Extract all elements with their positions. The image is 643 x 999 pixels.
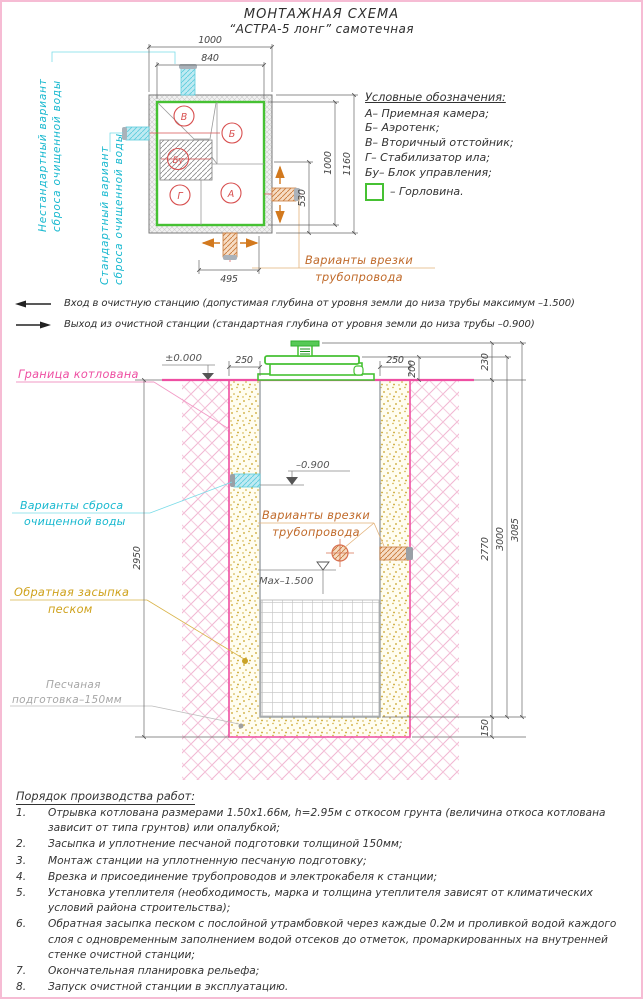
inlet-arrow-icon bbox=[14, 299, 54, 309]
dim-3000: 3000 bbox=[495, 527, 506, 551]
outlet-arrow-icon bbox=[14, 320, 54, 330]
svg-text:очищенной воды: очищенной воды bbox=[24, 515, 126, 528]
compartment-v-label: В bbox=[180, 112, 188, 123]
legend-neck-text: – Горловина. bbox=[390, 184, 464, 198]
standard-discharge-label-line1: Стандартный вариант bbox=[99, 145, 111, 285]
work-item: 8. Запуск очистной станции в эксплуатацию. bbox=[16, 981, 289, 994]
work-order-title: Порядок производства работ: bbox=[16, 790, 196, 803]
svg-text:Граница котлована: Граница котлована bbox=[18, 368, 139, 381]
level-outlet-text: –0.900 bbox=[296, 460, 330, 471]
dim-230: 230 bbox=[480, 353, 491, 371]
legend-item: Г– Стабилизатор ила; bbox=[365, 150, 490, 164]
plan-inset-label-line1: Варианты врезки bbox=[304, 254, 414, 267]
level-zero bbox=[162, 353, 215, 380]
work-item: 7. Окончательная планировка рельефа; bbox=[16, 965, 260, 978]
plan-left-outlet-pipe bbox=[126, 127, 149, 140]
plan-inset-label-line2: трубопровода bbox=[315, 271, 403, 284]
dim-250-left: 250 bbox=[235, 355, 253, 366]
dim-2950: 2950 bbox=[132, 546, 143, 570]
outlet-note bbox=[14, 319, 535, 330]
legend bbox=[365, 91, 514, 201]
dim-2770: 2770 bbox=[480, 537, 491, 561]
outlet-note-text: Выход из очистной станции (стандартная глубина от уровня земли до низа трубы –0.900) bbox=[64, 319, 535, 330]
svg-text:песком: песком bbox=[48, 603, 93, 616]
section-view bbox=[10, 341, 526, 780]
section-outlet-pipe bbox=[234, 474, 260, 487]
nonstandard-discharge-label-line2: сброса очищенной воды bbox=[51, 80, 63, 232]
dim-495: 495 bbox=[220, 274, 238, 285]
work-item: 6. Обратная засыпка песком с послойной утрамбовкой через каждые 0.2м и проливкой водой каждого слоя с одновременным заполнением водой отсеков до отметок, промаркированных на внутренней стенке очистной станции; bbox=[16, 918, 617, 961]
dim-1000-top: 1000 bbox=[198, 35, 222, 46]
level-zero-text: ±0.000 bbox=[165, 353, 203, 364]
dim-840: 840 bbox=[201, 53, 219, 64]
title-line2: “АСТРА-5 лонг” самотечная bbox=[229, 22, 414, 36]
work-item: 3. Монтаж станции на уплотненную песчаную подготовку; bbox=[16, 854, 367, 867]
work-order-list bbox=[16, 790, 630, 996]
section-inlet-pipe-cap bbox=[406, 547, 413, 560]
svg-text:подготовка–150мм: подготовка–150мм bbox=[12, 694, 122, 706]
plan-top-vent-pipe bbox=[181, 68, 195, 95]
level-max-inlet-text: Max–1.500 bbox=[259, 576, 314, 587]
work-item: 5. Установка утеплителя (необходимость, марка и толщина утеплителя зависят от климатических условий района строительства); bbox=[16, 887, 593, 915]
inlet-note-text: Вход в очистную станцию (допустимая глубина от уровня земли до низа трубы максимум –1.500) bbox=[64, 298, 575, 309]
legend-item: А– Приемная камера; bbox=[365, 106, 489, 120]
plan-bottom-pipe-cap bbox=[223, 255, 237, 260]
work-item: 4. Врезка и присоединение трубопроводов и электрокабеля к станции; bbox=[16, 870, 438, 883]
work-item: 1. Отрывка котлована размерами 1.50х1.66м, h=2.95м с откосом грунта (величина откоса котлована зависит от типа грунтов) или опалубкой; bbox=[16, 807, 606, 835]
legend-neck-item bbox=[365, 183, 514, 201]
vent-cap bbox=[291, 341, 319, 346]
svg-text:Варианты сброса: Варианты сброса bbox=[20, 499, 124, 512]
inlet-note bbox=[14, 298, 575, 309]
sand-preparation-layer bbox=[229, 717, 410, 737]
dim-250-right: 250 bbox=[386, 355, 404, 366]
tank-cover bbox=[258, 341, 374, 380]
work-item: 2. Засыпка и уплотнение песчаной подготовки толщиной 150мм; bbox=[16, 838, 403, 851]
dim-530: 530 bbox=[297, 189, 308, 207]
dim-1160: 1160 bbox=[342, 152, 353, 176]
plan-bottom-inlet-pipe bbox=[223, 233, 237, 257]
dim-200: 200 bbox=[407, 360, 418, 378]
svg-text:Обратная засыпка: Обратная засыпка bbox=[14, 586, 130, 599]
standard-discharge-label-line2: сброса очищенной воды bbox=[113, 133, 125, 285]
legend-item: В– Вторичный отстойник; bbox=[365, 136, 514, 150]
svg-text:Варианты врезки: Варианты врезки bbox=[261, 509, 371, 522]
drawing-title bbox=[2, 7, 641, 36]
section-outlet-pipe-cap bbox=[230, 474, 235, 487]
svg-text:Песчаная: Песчаная bbox=[46, 679, 101, 691]
title-line1: МОНТАЖНАЯ СХЕМА bbox=[243, 7, 400, 22]
dim-150: 150 bbox=[480, 719, 491, 737]
tank-lower-grid bbox=[261, 600, 379, 716]
compartment-a-label: А bbox=[227, 189, 235, 200]
nonstandard-discharge-label-line1: Нестандартный вариант bbox=[37, 78, 49, 232]
compartment-b-label: Б bbox=[228, 129, 236, 140]
plan-right-inlet-pipe bbox=[272, 188, 296, 201]
dim-1000-right: 1000 bbox=[323, 151, 334, 175]
neck-symbol-icon bbox=[365, 183, 384, 201]
legend-item: Бу– Блок управления; bbox=[365, 165, 492, 179]
dim-3085: 3085 bbox=[510, 518, 521, 542]
svg-text:трубопровода: трубопровода bbox=[272, 526, 360, 539]
compartment-bu-label: Бу bbox=[172, 156, 184, 166]
compartment-g-label: Г bbox=[177, 191, 183, 202]
section-inlet-pipe bbox=[380, 547, 408, 560]
legend-title: Условные обозначения: bbox=[365, 91, 506, 104]
legend-item: Б– Аэротенк; bbox=[365, 121, 440, 135]
